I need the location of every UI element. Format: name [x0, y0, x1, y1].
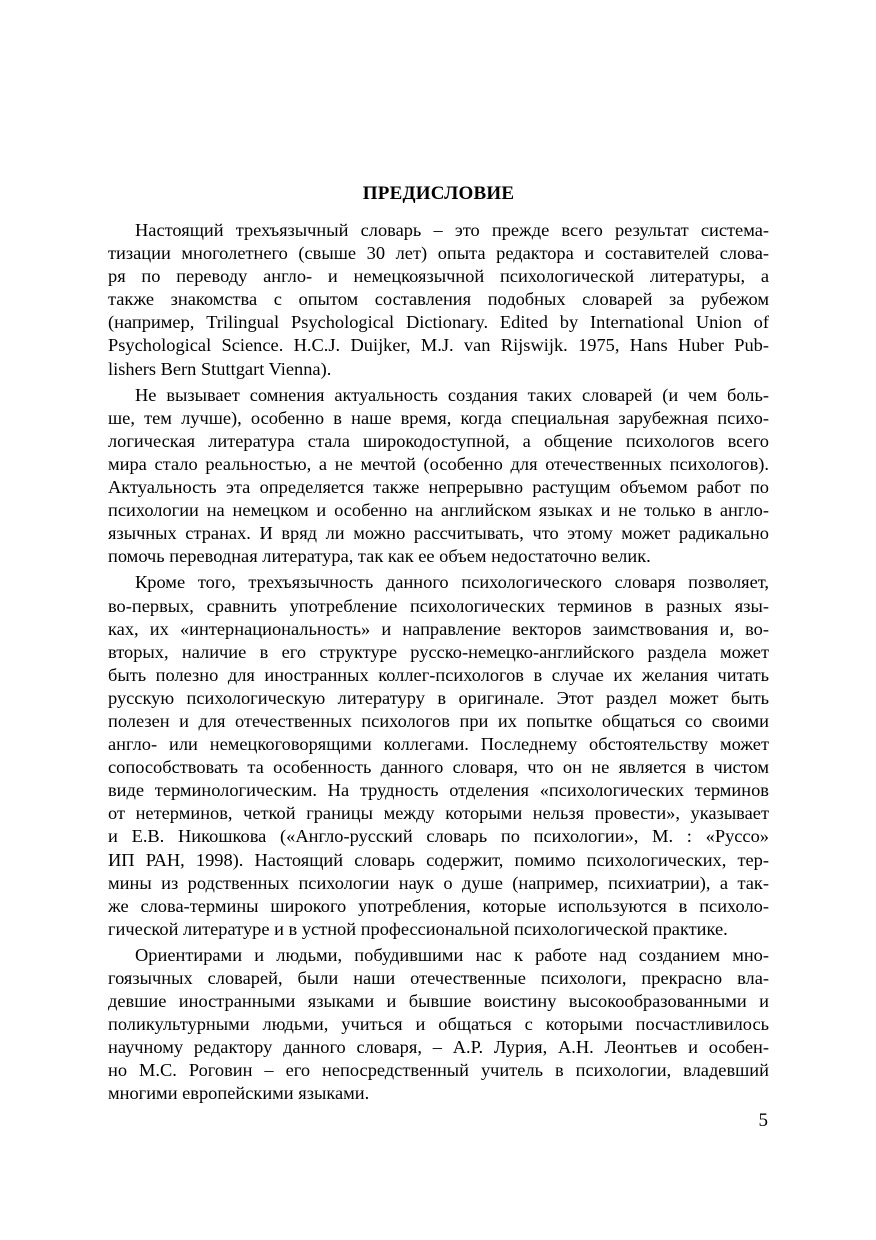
text-line: ИП РАН, 1998). Настоящий словарь содержит, помимо психологических, тер-	[108, 849, 769, 870]
text-line: многими европейскими языками.	[108, 1083, 370, 1104]
paragraph	[108, 571, 769, 941]
text-line: русскую психологическую литературу в оригинале. Этот раздел может быть	[108, 687, 769, 708]
text-line: Настоящий трехъязычный словарь – это прежде всего результат система-	[135, 220, 769, 240]
text-line: ше, тем лучше), особенно в наше время, когда специальная зарубежная психо-	[108, 407, 769, 428]
text-line: но М.С. Роговин – его непосредственный учитель в психологии, владевший	[108, 1060, 769, 1081]
text-line: ках, их «интернациональность» и направление векторов заимствования и, во-	[108, 618, 769, 639]
text-line: Ориентирами и людьми, побудившими нас к работе над созданием мно-	[135, 944, 769, 965]
text-line: и Е.В. Никошкова («Англо-русский словарь по психологии», М. : «Руссо»	[108, 826, 769, 847]
paragraph	[108, 944, 769, 1106]
text-line: психологии на немецком и особенно на английском языках и не только в англо-	[108, 500, 769, 521]
text-line: ря по переводу англо- и немецкоязычной психологической литературы, а	[108, 266, 769, 287]
page-number: 5	[758, 1110, 768, 1131]
page-title: ПРЕДИСЛОВИЕ	[362, 183, 515, 204]
paragraph	[108, 219, 769, 381]
text-line: также знакомства с опытом составления подобных словарей за рубежом	[108, 289, 769, 310]
text-line: быть полезно для иностранных коллег-психологов в случае их желания читать	[108, 664, 769, 685]
text-line: помочь переводная литература, так как ее объем недостаточно велик.	[108, 546, 651, 567]
text-line: Не вызывает сомнения актуальность создания таких словарей (и чем боль-	[135, 384, 769, 405]
preface-body	[108, 219, 769, 1106]
text-line: поликультурными людьми, учиться и общаться с которыми посчастливилось	[108, 1014, 769, 1035]
text-line: научному редактору данного словаря, – А.Р. Лурия, А.Н. Леонтьев и особен-	[108, 1037, 769, 1058]
text-line: же слова-термины широкого употребления, которые используются в психоло-	[108, 895, 769, 916]
text-line: язычных странах. И вряд ли можно рассчитывать, что этому может радикально	[108, 523, 769, 544]
text-line: Psychological Science. H.C.J. Duijker, M.J. van Rijswijk. 1975, Hans Huber Pub-	[108, 335, 769, 356]
text-line: Актуальность эта определяется также непрерывно растущим объемом работ по	[108, 477, 769, 498]
text-line: виде терминологическим. На трудность отделения «психологических терминов	[108, 780, 769, 801]
text-line: во-первых, сравнить употребление психологических терминов в разных язы-	[108, 595, 769, 616]
text-line: сопособствовать та особенность данного словаря, что он не является в чистом	[108, 757, 769, 778]
text-line: тизации многолетнего (свыше 30 лет) опыта редактора и составителей слова-	[108, 243, 769, 264]
text-line: мира стало реальностью, а не мечтой (особенно для отечественных психологов).	[108, 453, 769, 474]
text-line: полезен и для отечественных психологов при их попытке общаться со своими	[108, 710, 769, 731]
text-line: (например, Trilingual Psychological Dictionary. Edited by International Union of	[108, 312, 769, 333]
text-line: гоязычных словарей, были наши отечественные психологи, прекрасно вла-	[108, 968, 769, 988]
text-line: lishers Bern Stuttgart Vienna).	[108, 358, 332, 379]
text-line: мины из родственных психологии наук о душе (например, психиатрии), а так-	[108, 872, 769, 893]
text-line: логическая литература стала широкодоступной, а общение психологов всего	[108, 430, 769, 451]
text-line: гической литературе и в устной профессиональной психологической практике.	[108, 918, 728, 939]
text-line: Кроме того, трехъязычность данного психологического словаря позволяет,	[135, 572, 769, 593]
text-line: вторых, наличие в его структуре русско-немецко-английского раздела может	[108, 641, 769, 662]
paragraph	[108, 384, 769, 569]
text-line: от нетерминов, четкой границы между которыми нельзя провести», указывает	[108, 803, 769, 824]
text-line: девшие иностранными языками и бывшие воистину высокообразованными и	[108, 991, 769, 1012]
text-line: англо- или немецкоговорящими коллегами. Последнему обстоятельству может	[108, 734, 769, 755]
